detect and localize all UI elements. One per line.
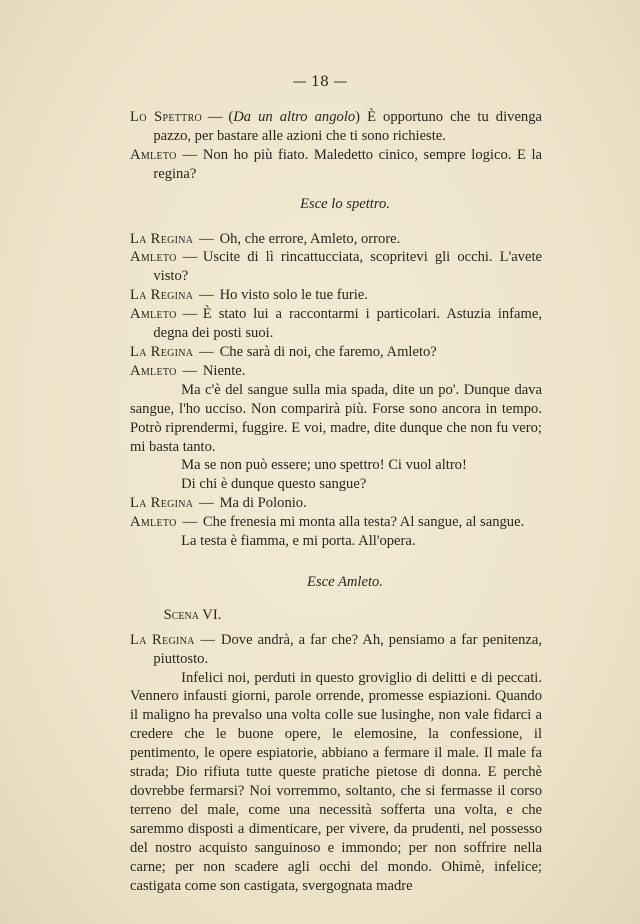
speech: La Regina — Ho visto solo le tue furie. [130,287,368,304]
stage-direction: Esce Amleto. [307,573,383,590]
speech-text: È opportuno che tu divenga pazzo, per bastare alle azioni che ti sono richieste. [153,109,542,144]
page-number: — 18 — [292,74,348,90]
speaker-name: La Regina [130,495,194,512]
text-body [130,108,542,895]
speech-text: Che sarà di noi, che faremo, Amleto? [219,343,437,360]
speaker-name: La Regina [130,230,194,247]
speaker-name: Amleto [130,362,177,379]
speech: La Regina — Ma di Polonio. [130,495,307,512]
speaker-name: La Regina [130,631,195,648]
speaker-name: Amleto [130,306,177,323]
scene-heading: Scena VI. [163,606,222,623]
speech: Amleto — Uscite di lì rincattucciata, scopritevi gli occhi. L'avete visto? [130,249,542,285]
speech: Amleto — Non ho più fiato. Maledetto cinico, sempre logico. E la regina? [130,146,542,182]
speech-text: Non ho più fiato. Maledetto cinico, sempre logico. E la regina? [153,146,542,182]
speech-text: Uscite di lì rincattucciata, scopritevi gli occhi. L'avete visto? [153,249,542,285]
speech: Amleto — È stato lui a raccontarmi i particolari. Astuzia infame, degna dei posti suoi. [130,306,542,342]
speech-text: Niente. [202,362,246,379]
speech-text: Che frenesia mi monta alla testa? Al sangue, al sangue. [202,514,525,531]
speaker-name: La Regina [130,343,194,360]
stage-note: Da un altro angolo [233,109,356,125]
speech-continuation: Di chi è dunque questo sangue? [181,476,367,493]
speech-text: Dove andrà, a far che? Ah, pensiamo a far penitenza, piuttosto. [153,631,543,667]
speaker-name: Lo Spettro [130,109,203,125]
speech-continuation: Ma c'è del sangue sulla mia spada, dite un po'. Dunque dava sangue, l'ho ucciso. Non comparirà più. Forse sono ancora in tempo. Potrò riprendermi, fuggire. E voi, madre, dite dunque che non fu vero; mi basta tanto. [130,381,542,455]
speech-continuation: La testa è fiamma, e mi porta. All'opera. [181,533,416,550]
speech-continuation: Ma se non può essere; uno spettro! Ci vuol altro! [181,457,467,474]
speech-text: Ho visto solo le tue furie. [219,287,368,304]
speech-text: Oh, che errore, Amleto, orrore. [219,230,401,247]
speech-text: È stato lui a raccontarmi i particolari. Astuzia infame, degna dei posti suoi. [153,306,542,342]
speaker-name: Amleto [130,249,177,266]
speech: Amleto — Che frenesia mi monta alla testa? Al sangue, al sangue. [130,514,525,531]
speech: La Regina — Oh, che errore, Amleto, orrore. [130,230,401,247]
speech-continuation: Infelici noi, perduti in questo groviglio di delitti e di peccati. Vennero infausti giorni, parole orrende, promesse espiazioni. Quando il maligno ha prevalso una volta colle sue lusinghe, non vale fidarci a credere che le buone opere, le elemosine, la confessione, il pentimento, le opere espiatorie, abbiano a fermare il male. Il male fa strada; Dio rifiuta tutte queste pratiche pietose di donna. E perchè dovrebbe fermarsi? Noi vorremmo, soltanto, che si fermasse il corso terreno del male, come una necessità sofferta una volta, e che saremmo disposti a dimenticare, per vivere, da prudenti, nel possesso del nostro acquisto sanguinoso e immondo; per non soffrire nella carne; per non scadere agli occhi del mondo. Ohimè, infelice; castigata come son castigata, svergognata madre [130,669,542,894]
speech: La Regina — Dove andrà, a far che? Ah, pensiamo a far penitenza, piuttosto. [130,631,543,667]
speech: Lo Spettro — (Da un altro angolo) È opportuno che tu divenga pazzo, per bastare alle azioni che ti sono richieste. [130,109,542,144]
speech: Amleto — Niente. [130,362,246,379]
speaker-name: La Regina [130,287,194,304]
stage-direction: Esce lo spettro. [300,195,390,212]
speech-text: Ma di Polonio. [219,495,307,512]
speaker-name: Amleto [130,514,177,531]
speaker-name: Amleto [130,146,177,163]
speech: La Regina — Che sarà di noi, che faremo, Amleto? [130,343,437,360]
